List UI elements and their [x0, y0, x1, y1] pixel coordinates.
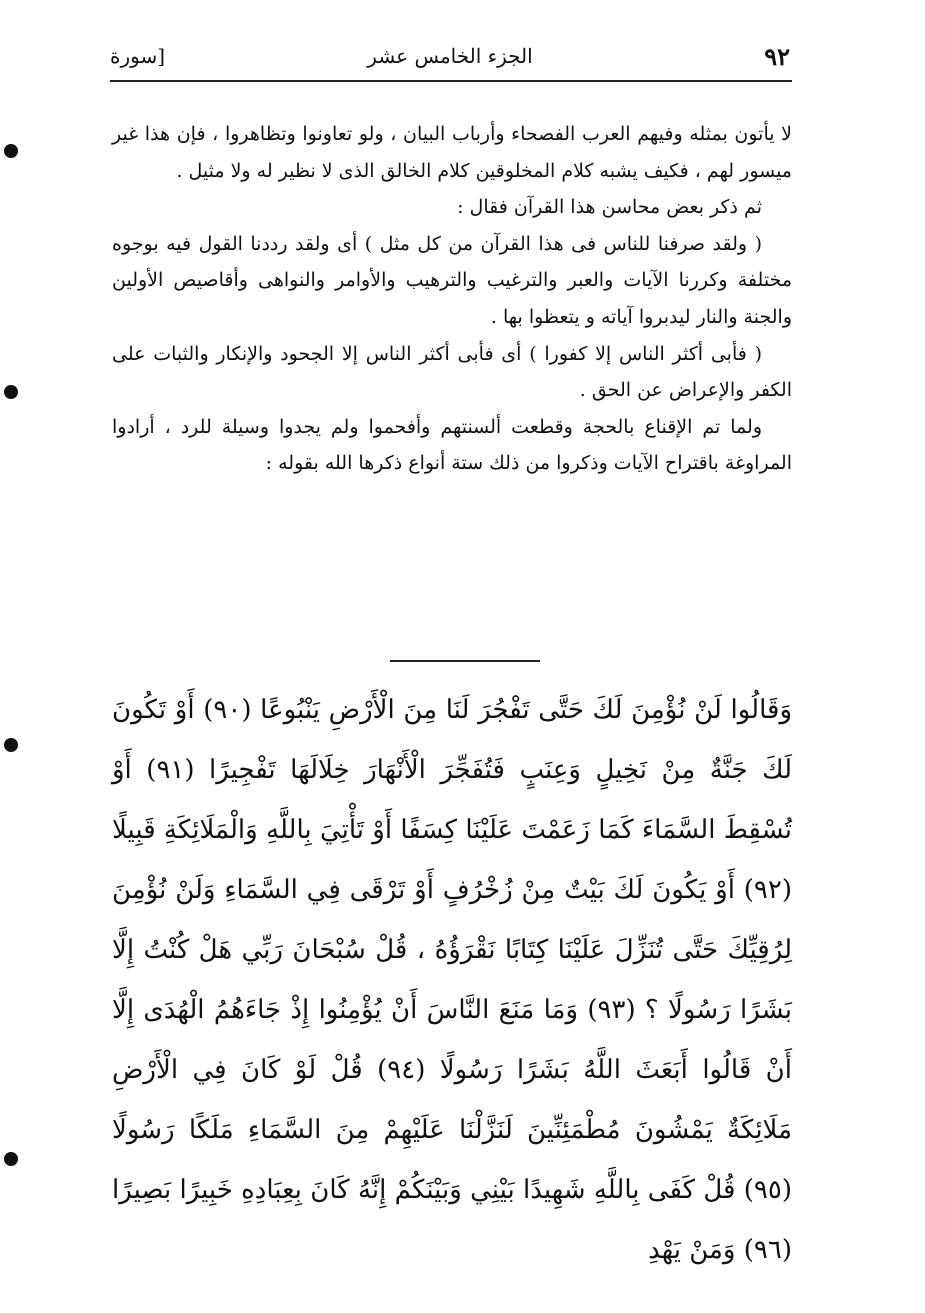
margin-mark: [4, 738, 18, 752]
margin-mark: [4, 385, 18, 399]
quran-verses: [112, 680, 792, 1280]
commentary-paragraph: ( فأبى أكثر الناس إلا كفورا ) أى فأبى أكثر الناس إلا الجحود والإنكار والثبات على الكفر والإعراض عن الحق .: [112, 342, 792, 402]
part-title: الجزء الخامس عشر: [367, 44, 533, 68]
header-rule: [110, 80, 792, 82]
page-header: [110, 38, 790, 82]
verses-text: وَقَالُوا لَنْ نُؤْمِنَ لَكَ حَتَّى تَفْجُرَ لَنَا مِنَ الْأَرْضِ يَنْبُوعًا (٩٠) أَوْ تَكُونَ لَكَ جَنَّةٌ مِنْ نَخِيلٍ وَعِنَبٍ فَتُفَجِّرَ الْأَنْهَارَ خِلَالَهَا تَفْجِيرًا (٩١) أَوْ تُسْقِطَ السَّمَاءَ كَمَا زَعَمْتَ عَلَيْنَا كِسَفًا أَوْ تَأْتِيَ بِاللَّهِ وَالْمَلَائِكَةِ قَبِيلًا (٩٢) أَوْ يَكُونَ لَكَ بَيْتٌ مِنْ زُخْرُفٍ أَوْ تَرْقَى فِي السَّمَاءِ وَلَنْ نُؤْمِنَ لِرُقِيِّكَ حَتَّى تُنَزِّلَ عَلَيْنَا كِتَابًا نَقْرَؤُهُ ، قُلْ سُبْحَانَ رَبِّي هَلْ كُنْتُ إِلَّا بَشَرًا رَسُولًا ؟ (٩٣) وَمَا مَنَعَ النَّاسَ أَنْ يُؤْمِنُوا إِذْ جَاءَهُمُ الْهُدَى إِلَّا أَنْ قَالُوا أَبَعَثَ اللَّهُ بَشَرًا رَسُولًا (٩٤) قُلْ لَوْ كَانَ فِي الْأَرْضِ مَلَائِكَةٌ يَمْشُونَ مُطْمَئِنِّينَ لَنَزَّلْنَا عَلَيْهِمْ مِنَ السَّمَاءِ مَلَكًا رَسُولًا (٩٥) قُلْ كَفَى بِاللَّهِ شَهِيدًا بَيْنِي وَبَيْنَكُمْ إِنَّهُ كَانَ بِعِبَادِهِ خَبِيرًا بَصِيرًا (٩٦) وَمَنْ يَهْدِ: [112, 695, 793, 1265]
commentary-paragraph: ثم ذكر بعض محاسن هذا القرآن فقال :: [457, 196, 762, 219]
commentary-text: [112, 116, 792, 482]
commentary-paragraph: لا يأتون بمثله وفيهم العرب الفصحاء وأرباب البيان ، ولو تعاونوا وتظاهروا ، فإن هذا غير ميسور لهم ، فكيف يشبه كلام المخلوقين كلام الخالق الذى لا نظير له ولا مثيل .: [112, 123, 792, 182]
page-number: ٩٢: [764, 42, 790, 71]
section-divider: [390, 660, 540, 662]
margin-mark: [4, 144, 18, 158]
surah-label: [سورة: [110, 44, 166, 68]
margin-mark: [4, 1152, 18, 1166]
commentary-paragraph: ولما تم الإقناع بالحجة وقطعت ألسنتهم وأفحموا ولم يجدوا وسيلة للرد ، أرادوا المراوغة باقتراح الآيات وذكروا من ذلك ستة أنواع ذكرها الله بقوله :: [112, 415, 792, 475]
commentary-paragraph: ( ولقد صرفنا للناس فى هذا القرآن من كل مثل ) أى ولقد رددنا القول فيه بوجوه مختلفة وكررنا الآيات والعبر والترغيب والترهيب والأوامر والنواهى وأقاصيص الأولين والجنة والنار ليدبروا آياته و يتعظوا بها .: [112, 232, 792, 328]
